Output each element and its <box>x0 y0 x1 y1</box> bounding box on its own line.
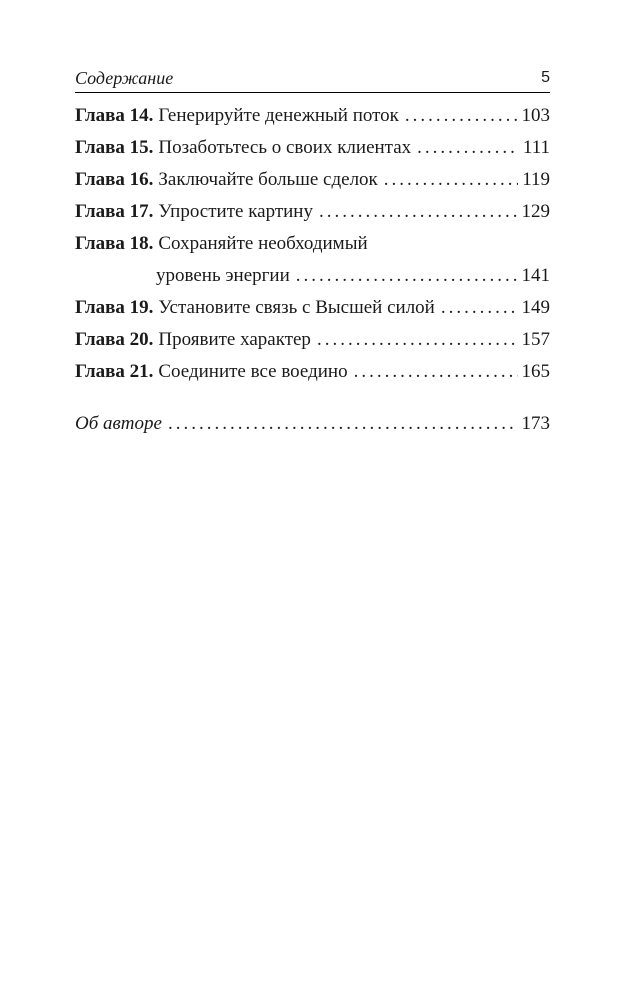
table-of-contents <box>75 100 550 440</box>
dot-leader <box>168 408 518 440</box>
chapter-page-number: 111 <box>522 137 550 158</box>
about-author-title: Об авторе <box>75 413 162 434</box>
toc-entry-chapter-20[interactable] <box>75 324 550 356</box>
page-number: 5 <box>541 69 550 86</box>
chapter-label: Глава 21. <box>75 361 154 382</box>
toc-entry-chapter-14[interactable] <box>75 100 550 132</box>
toc-entry-chapter-18[interactable] <box>75 228 550 292</box>
dot-leader <box>384 164 518 196</box>
dot-leader <box>441 292 518 324</box>
chapter-page-number: 157 <box>521 329 550 350</box>
chapter-title: Соедините все воедино <box>158 361 348 382</box>
chapter-title-line2: уровень энергии <box>156 265 290 286</box>
chapter-label: Глава 14. <box>75 105 154 126</box>
dot-leader <box>296 260 518 292</box>
chapter-page-number: 129 <box>521 201 550 222</box>
chapter-title: Позаботьтесь о своих клиентах <box>158 137 412 158</box>
chapter-label: Глава 20. <box>75 329 154 350</box>
dot-leader <box>319 196 518 228</box>
running-header-title: Содержание <box>75 68 174 88</box>
toc-entry-chapter-21[interactable] <box>75 356 550 388</box>
toc-entry-chapter-17[interactable] <box>75 196 550 228</box>
chapter-title: Заключайте больше сделок <box>158 169 378 190</box>
toc-entry-chapter-16[interactable] <box>75 164 550 196</box>
about-author-page-number: 173 <box>521 413 550 434</box>
header-rule <box>75 92 550 93</box>
chapter-label: Глава 15. <box>75 137 154 158</box>
dot-leader <box>317 324 518 356</box>
chapter-page-number: 149 <box>521 297 550 318</box>
dot-leader <box>405 100 518 132</box>
chapter-title: Генерируйте денежный поток <box>158 105 399 126</box>
chapter-page-number: 119 <box>522 169 550 190</box>
toc-entry-chapter-19[interactable] <box>75 292 550 324</box>
toc-entry-chapter-15[interactable] <box>75 132 550 164</box>
dot-leader <box>417 132 519 164</box>
chapter-title: Установите связь с Высшей силой <box>158 297 435 318</box>
dot-leader <box>354 356 518 388</box>
chapter-label: Глава 18. <box>75 233 154 254</box>
running-header <box>75 66 550 90</box>
chapter-label: Глава 19. <box>75 297 154 318</box>
chapter-page-number: 141 <box>521 265 550 286</box>
chapter-page-number: 103 <box>521 105 550 126</box>
chapter-title-line1: Сохраняйте необходимый <box>158 233 368 254</box>
chapter-title: Проявите характер <box>158 329 311 350</box>
chapter-title: Упростите картину <box>158 201 313 222</box>
toc-entry-about-author[interactable] <box>75 408 550 440</box>
chapter-page-number: 165 <box>521 361 550 382</box>
chapter-label: Глава 17. <box>75 201 154 222</box>
chapter-label: Глава 16. <box>75 169 154 190</box>
